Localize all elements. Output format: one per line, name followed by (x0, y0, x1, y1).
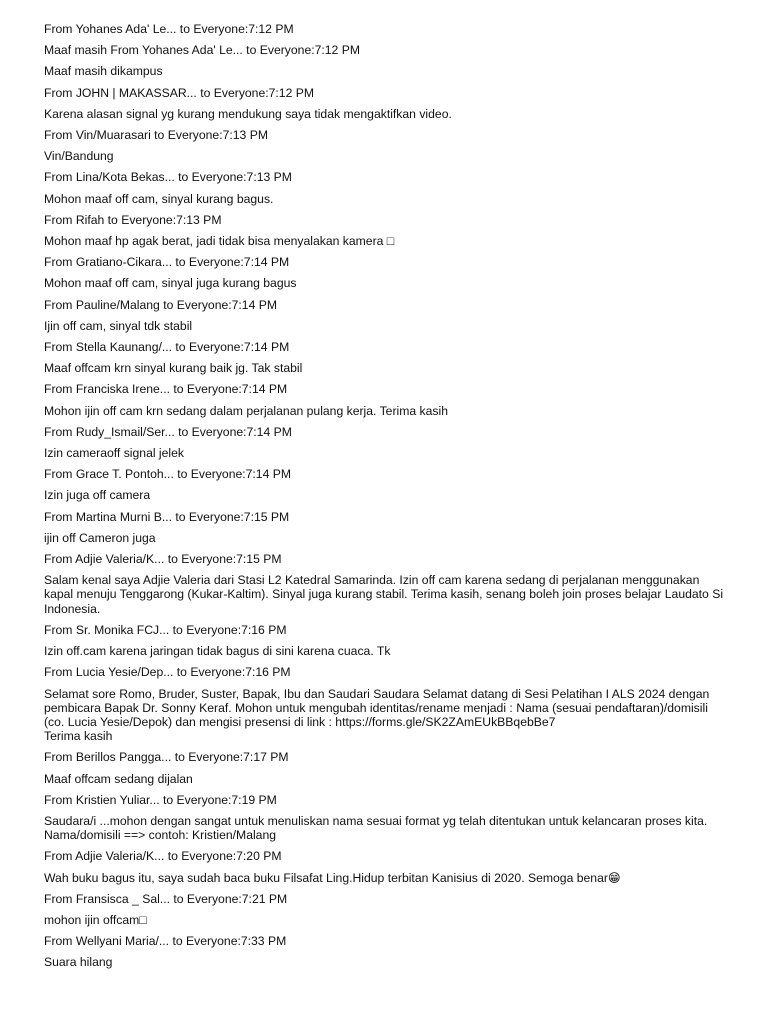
chat-message-header: From Adjie Valeria/K... to Everyone:7:20 PM (44, 849, 282, 864)
chat-message-header: From JOHN | MAKASSAR... to Everyone:7:12 PM (44, 85, 315, 100)
chat-message-text: Karena alasan signal yg kurang mendukung saya tidak mengaktifkan video. (44, 106, 452, 121)
chat-message-text: mohon ijin offcam□ (44, 912, 147, 927)
chat-message-header: From Kristien Yuliar... to Everyone:7:19 PM (44, 792, 277, 807)
chat-message-header: From Lucia Yesie/Dep... to Everyone:7:16 PM (44, 665, 291, 680)
chat-message-text: ijin off Cameron juga (44, 530, 156, 545)
chat-message-text: Wah buku bagus itu, saya sudah baca buku Filsafat Ling.Hidup terbitan Kanisius di 2020. Semoga benar😁 (44, 870, 621, 885)
chat-message-text: Mohon maaf hp agak berat, jadi tidak bisa menyalakan kamera □ (44, 234, 395, 249)
chat-message-text: Ijin off cam, sinyal tdk stabil (44, 318, 193, 333)
chat-message-header: From Adjie Valeria/K... to Everyone:7:15 PM (44, 552, 282, 567)
chat-message-text: Mohon ijin off cam krn sedang dalam perjalanan pulang kerja. Terima kasih (44, 403, 448, 418)
chat-message-header: From Rudy_Ismail/Ser... to Everyone:7:14 PM (44, 424, 292, 439)
chat-transcript (44, 22, 727, 977)
chat-message-header: From Stella Kaunang/... to Everyone:7:14 PM (44, 340, 290, 355)
chat-message-text: Suara hilang (44, 955, 113, 970)
chat-message-text: Mohon maaf off cam, sinyal juga kurang bagus (44, 276, 297, 291)
chat-message-header: From Berillos Pangga... to Everyone:7:17 PM (44, 750, 289, 765)
chat-message-text: Izin cameraoff signal jelek (44, 446, 185, 461)
chat-message-text: Vin/Bandung (44, 149, 114, 164)
chat-message-text: Selamat sore Romo, Bruder, Suster, Bapak, Ibu dan Saudari Saudara Selamat datang di Sesi Pelatihan I ALS 2024 dengan pembicara Bapak Dr. Sonny Keraf. Mohon untuk mengubah identitas/rename menjadi : Nama (sesuai pendaftaran)/domisili (co. Lucia Yesie/Depok) dan mengisi presensi di link : https://forms.gle/SK2ZAmEUkBBqebBe7 Terima kasih (44, 686, 710, 744)
chat-message-header: From Yohanes Ada' Le... to Everyone:7:12 PM (44, 22, 294, 36)
chat-message-header: From Vin/Muarasari to Everyone:7:13 PM (44, 128, 268, 143)
chat-message-header: From Gratiano-Cikara... to Everyone:7:14 PM (44, 255, 290, 270)
chat-message-header: From Rifah to Everyone:7:13 PM (44, 212, 222, 227)
chat-message-text: Mohon maaf off cam, sinyal kurang bagus. (44, 191, 274, 206)
chat-message-header: From Grace T. Pontoh... to Everyone:7:14 PM (44, 467, 292, 482)
chat-message-header: From Sr. Monika FCJ... to Everyone:7:16 PM (44, 622, 287, 637)
chat-message-header: From Pauline/Malang to Everyone:7:14 PM (44, 297, 278, 312)
chat-message-text: Salam kenal saya Adjie Valeria dari Stasi L2 Katedral Samarinda. Izin off cam karena sedang di perjalanan menggunakan kapal menuju Tenggarong (Kukar-Kaltim). Sinyal juga kurang stabil. Terima kasih, senang boleh join proses belajar Laudato Si Indonesia. (44, 573, 727, 616)
chat-message-header: From Lina/Kota Bekas... to Everyone:7:13 PM (44, 170, 292, 185)
chat-message-text: Maaf offcam sedang dijalan (44, 771, 193, 786)
chat-message-header: From Franciska Irene... to Everyone:7:14 PM (44, 382, 288, 397)
chat-message-text: Maaf masih From Yohanes Ada' Le... to Everyone:7:12 PM (44, 43, 360, 58)
chat-message-text: Izin off.cam karena jaringan tidak bagus di sini karena cuaca. Tk (44, 644, 391, 659)
chat-message-header: From Martina Murni B... to Everyone:7:15 PM (44, 509, 290, 524)
chat-message-header: From Wellyani Maria/... to Everyone:7:33 PM (44, 934, 287, 949)
chat-message-text: Izin juga off camera (44, 488, 151, 503)
chat-message-text: Saudara/i ...mohon dengan sangat untuk menuliskan nama sesuai format yg telah ditentukan untuk kelancaran proses kita. Nama/domisili ==> contoh: Kristien/Malang (44, 813, 711, 843)
chat-message-text: Maaf masih dikampus (44, 64, 163, 79)
chat-message-header: From Fransisca _ Sal... to Everyone:7:21 PM (44, 891, 288, 906)
chat-message-text: Maaf offcam krn sinyal kurang baik jg. Tak stabil (44, 361, 303, 376)
